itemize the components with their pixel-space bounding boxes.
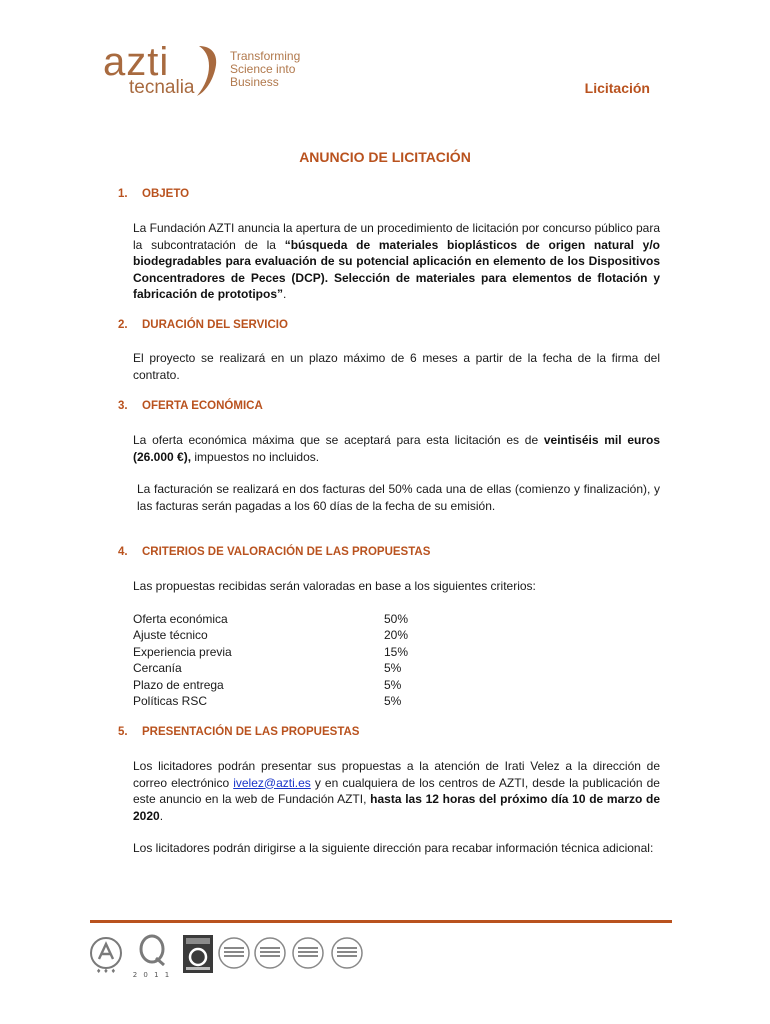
eco-certification-icon	[183, 935, 213, 973]
duracion-paragraph: El proyecto se realizará en un plazo máximo de 6 meses a partir de la fecha de la firma del contrato.	[133, 351, 660, 382]
presentacion-paragraph-1: Los licitadores podrán presentar sus propuestas a la atención de Irati Velez a la dirección de correo electrónico ivelez@azti.es y en cualquiera de los centros de AZTI, desde la publicación de este anuncio en la web de Fundación AZTI, hasta las 12 horas del próximo día 10 de marzo de 2020.	[133, 759, 660, 823]
criteria-row: Experiencia previa 15%	[133, 644, 409, 659]
section-heading-criterios: 4. CRITERIOS DE VALORACIÓN DE LAS PROPUESTAS	[118, 546, 431, 558]
dnv-gl-icon	[331, 937, 363, 969]
section-heading-oferta: 3. OFERTA ECONÓMICA	[118, 400, 263, 412]
criteria-row: Oferta económica 50%	[133, 612, 409, 626]
logo-tagline: Transforming Science into Business	[230, 49, 301, 89]
oferta-paragraph-2: La facturación se realizará en dos facturas del 50% cada una de ellas (comienzo y finalización), y las facturas serán pagadas a los 60 días de la fecha de su emisión.	[137, 482, 660, 513]
dnv-gl-icon	[292, 937, 324, 969]
criteria-row: Políticas RSC 5%	[133, 694, 402, 709]
dnv-badge-2	[254, 937, 286, 974]
criteria-row: Ajuste técnico 20%	[133, 628, 409, 643]
section-heading-duracion: 2. DURACIÓN DEL SERVICIO	[118, 319, 288, 331]
dnv-badge-4	[331, 937, 363, 974]
logo-wordmark: azti	[103, 40, 170, 84]
criteria-row: Plazo de entrega 5%	[133, 677, 402, 692]
criteria-row: Cercanía 5%	[133, 661, 402, 676]
q-award-year: 2 0 1 1	[132, 971, 172, 979]
document-title: ANUNCIO DE LICITACIÓN	[299, 149, 471, 165]
section-heading-presentacion: 5. PRESENTACIÓN DE LAS PROPUESTAS	[118, 726, 360, 738]
a-certification-icon	[89, 935, 123, 975]
dnv-gl-icon	[254, 937, 286, 969]
criterios-intro: Las propuestas recibidas serán valoradas en base a los siguientes criterios:	[133, 579, 536, 593]
logo-swoosh-icon	[195, 44, 221, 98]
oferta-paragraph-1: La oferta económica máxima que se aceptará para esta licitación es de veintiséis mil euros (26.000 €), impuestos no incluidos.	[133, 433, 660, 464]
svg-text:♦ ♦ ♦: ♦ ♦ ♦	[96, 968, 116, 975]
document-type-label: Licitación	[584, 80, 650, 96]
footer-divider	[90, 920, 672, 923]
dnv-badge-1	[218, 937, 250, 974]
dnv-badge-3	[292, 937, 324, 974]
criteria-table	[133, 611, 444, 709]
q-quality-award-icon	[130, 934, 174, 978]
section-heading-objeto: 1. OBJETO	[118, 188, 190, 200]
email-link[interactable]: ivelez@azti.es	[233, 775, 311, 790]
logo-subtitle: tecnalia	[129, 77, 195, 98]
presentacion-paragraph-2: Los licitadores podrán dirigirse a la siguiente dirección para recabar información técnica adicional:	[133, 841, 654, 855]
azti-tecnalia-logo	[103, 42, 313, 102]
dnv-gl-icon	[218, 937, 250, 969]
objeto-paragraph: La Fundación AZTI anuncia la apertura de un procedimiento de licitación por concurso público para la subcontratación de la “búsqueda de materiales bioplásticos de origen natural y/o biodegradables para evaluación de su potencial aplicación en elemento de los Dispositivos Concentradores de Peces (DCP). Selección de materiales para elementos de flotación y fabricación de prototipos”.	[133, 221, 660, 301]
